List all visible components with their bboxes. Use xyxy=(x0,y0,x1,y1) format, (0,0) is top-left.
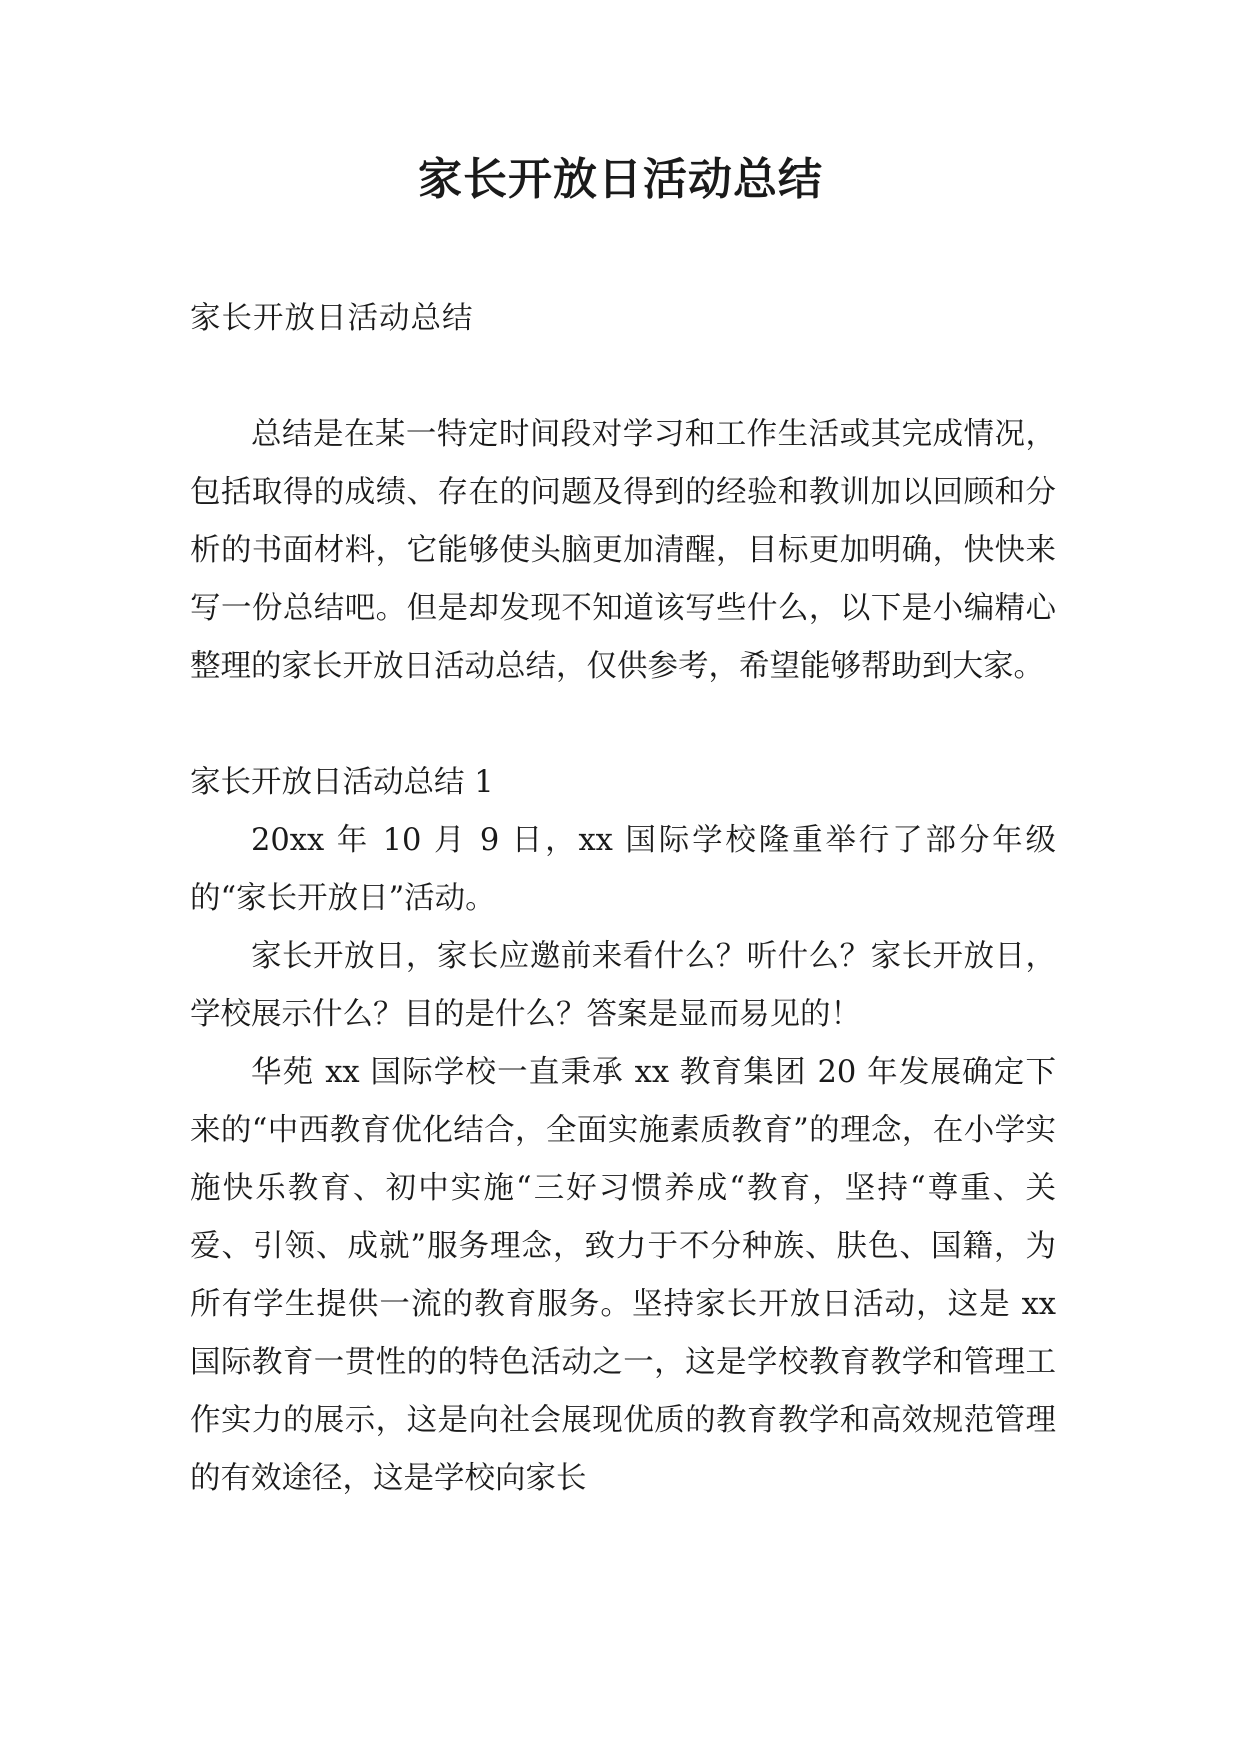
body-paragraph: 20xx 年 10 月 9 日，xx 国际学校隆重举行了部分年级的“家长开放日”活动。 xyxy=(190,823,1056,916)
body-paragraph: 家长开放日，家长应邀前来看什么？听什么？家长开放日，学校展示什么？目的是什么？答案是显而易见的！ xyxy=(190,939,1056,1032)
body-paragraph: 华苑 xx 国际学校一直秉承 xx 教育集团 20 年发展确定下来的“中西教育优化结合，全面实施素质教育”的理念，在小学实施快乐教育、初中实施“三好习惯养成“教育，坚持“尊重、关爱、引领、成就”服务理念，致力于不分种族、肤色、国籍，为所有学生提供一流的教育服务。坚持家长开放日活动，这是 xx 国际教育一贯性的的特色活动之一，这是学校教育教学和管理工作实力的展示，这是向社会展现优质的教育教学和高效规范管理的有效途径，这是学校向家长 xyxy=(190,1055,1056,1496)
document-subtitle: 家长开放日活动总结 xyxy=(190,301,474,336)
document-body xyxy=(190,290,1056,1508)
paragraph-spacer xyxy=(190,696,1056,754)
intro-paragraph: 总结是在某一特定时间段对学习和工作生活或其完成情况，包括取得的成绩、存在的问题及得到的经验和教训加以回顾和分析的书面材料，它能够使头脑更加清醒，目标更加明确，快快来写一份总结吧。但是却发现不知道该写些什么，以下是小编精心整理的家长开放日活动总结，仅供参考，希望能够帮助到大家。 xyxy=(190,417,1056,684)
section-heading: 家长开放日活动总结 1 xyxy=(190,765,494,800)
paragraph-spacer xyxy=(190,348,1056,406)
document-title: 家长开放日活动总结 xyxy=(418,154,823,205)
